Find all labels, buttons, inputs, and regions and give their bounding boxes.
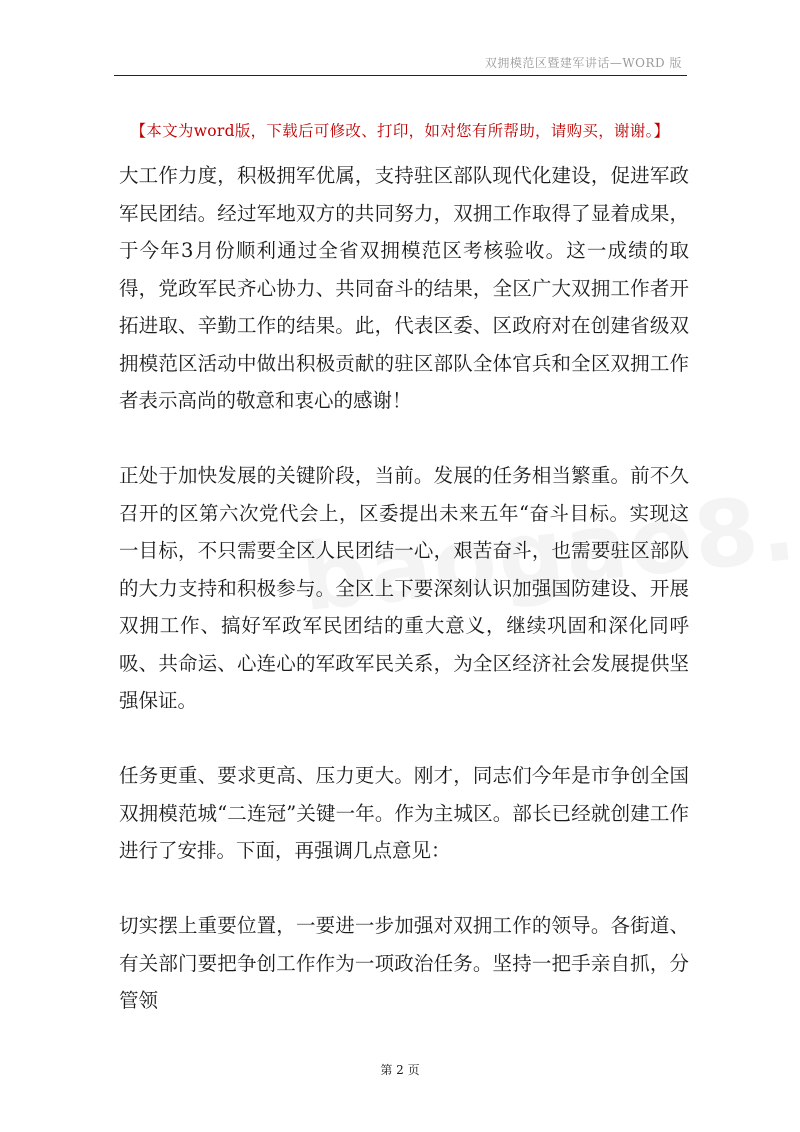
- page-number: 第 2 页: [380, 1063, 420, 1077]
- header-title: 双拥模范区暨建军讲话—WORD 版: [484, 56, 682, 70]
- paragraph: 大工作力度，积极拥军优属，支持驻区部队现代化建设，促进军政军民团结。经过军地双方的共同努力，双拥工作取得了显着成果，于今年3月份顺利通过全省双拥模范区考核验收。这一成绩的取得，党政军民齐心协力、共同奋斗的结果，全区广大双拥工作者开拓进取、辛勤工作的结果。此，代表区委、区政府对在创建省级双拥模范区活动中做出积极贡献的驻区部队全体官兵和全区双拥工作者表示高尚的敬意和衷心的感谢！: [119, 164, 689, 412]
- header-divider: [114, 75, 687, 76]
- document-body: [119, 157, 689, 1057]
- paragraph: 正处于加快发展的关键阶段，当前。发展的任务相当繁重。前不久召开的区第六次党代会上，区委提出未来五年“奋斗目标。实现这一目标，不只需要全区人民团结一心，艰苦奋斗，也需要驻区部队的大力支持和积极参与。全区上下要深刻认识加强国防建设、开展双拥工作、搞好军政军民团结的重大意义，继续巩固和深化同呼吸、共命运、心连心的军政军民关系，为全区经济社会发展提供坚强保证。: [119, 464, 689, 712]
- paragraph: 切实摆上重要位置，一要进一步加强对双拥工作的领导。各街道、有关部门要把争创工作作为一项政治任务。坚持一把手亲自抓，分管领: [119, 914, 689, 1012]
- download-notice: 【本文为word版，下载后可修改、打印，如对您有所帮助，请购买，谢谢。】: [130, 122, 670, 140]
- paragraph: 任务更重、要求更高、压力更大。刚才，同志们今年是市争创全国双拥模范城“二连冠”关键一年。作为主城区。部长已经就创建工作进行了安排。下面，再强调几点意见：: [119, 764, 689, 862]
